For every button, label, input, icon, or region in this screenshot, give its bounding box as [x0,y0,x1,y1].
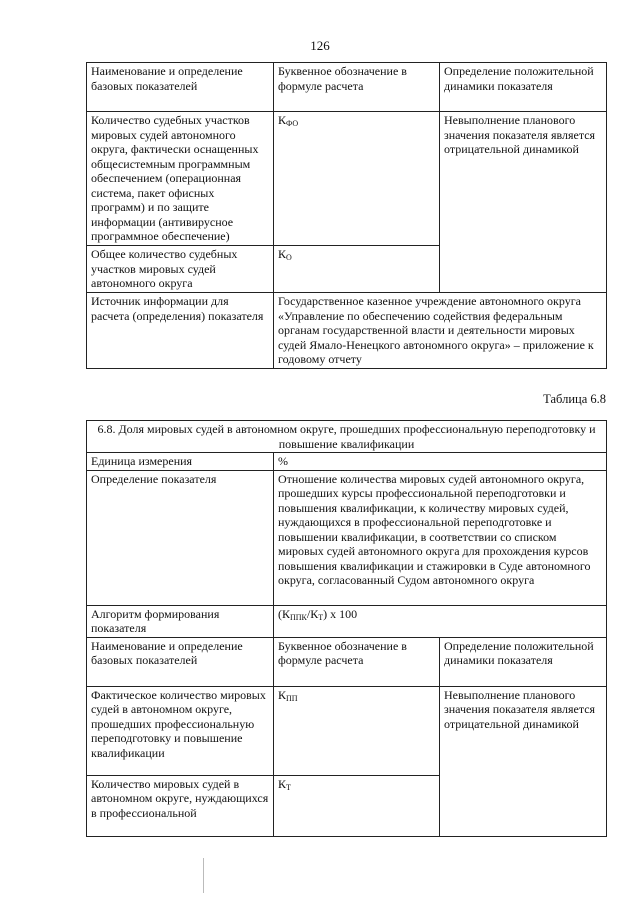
row-symbol-cell [274,775,440,836]
unit-value-cell: % [274,453,607,471]
header-cell-dynamics: Определение положительной динамики показателя [440,637,607,686]
row-symbol-cell [274,246,440,293]
row-name-cell: Общее количество судебных участков мировых судей автономного округа [87,246,274,293]
table-header-row [87,63,607,112]
header-cell-name: Наименование и определение базовых показателей [87,63,274,112]
header-cell-symbol: Буквенное обозначение в формуле расчета [274,637,440,686]
symbol-subscript: О [286,253,292,262]
header-cell-dynamics: Определение положительной динамики показателя [440,63,607,112]
table-header-row [87,637,607,686]
row-name-cell: Количество судебных участков мировых судей автономного округа, фактически оснащенных общесистемным программным обеспечением (операционная система, пакет офисных программ) и по защите информации (антивирусное программное обеспечение) [87,112,274,246]
header-cell-name: Наименование и определение базовых показателей [87,637,274,686]
indicator-table-6-8 [86,420,607,837]
table-row [87,112,607,246]
symbol-base: К [278,776,287,791]
row-name-cell: Количество мировых судей в автономном округе, нуждающихся в профессиональной [87,775,274,836]
source-label-cell: Источник информации для расчета (определения) показателя [87,293,274,369]
table-title: 6.8. Доля мировых судей в автономном округе, прошедших профессиональную переподготовку и повышение квалификации [87,421,607,453]
definition-label-cell: Определение показателя [87,470,274,605]
symbol-subscript: ФО [286,119,299,128]
indicator-table-continued [86,62,607,369]
table-caption: Таблица 6.8 [543,392,606,406]
source-value-cell: Государственное казенное учреждение автономного округа «Управление по обеспечению содействия федеральным органам государственной власти и деятельности мировых судей Ямало-Ненецкого автономного округа» – приложение к годовому отчету [274,293,607,369]
definition-value-cell: Отношение количества мировых судей автономного округа, прошедших курсы профессиональной переподготовки и повышения квалификации, к количеству мировых судей, нуждающихся в профессиональной переподготовке и повышении квалификации, в соответствии со списком мировых судей автономного округа для прохождения курсов повышения квалификации и стажировки в Суде автономного округа, согласованный Судом автономного округа [274,470,607,605]
definition-row [87,470,607,605]
algorithm-label-cell: Алгоритм формирования показателя [87,605,274,637]
symbol-base: К [278,113,287,127]
symbol-subscript: ПП [286,693,298,703]
header-cell-symbol: Буквенное обозначение в формуле расчета [274,63,440,112]
unit-row [87,453,607,471]
row-name-cell: Фактическое количество мировых судей в автономном округе, прошедших профессиональную переподготовку и повышение квалификации [87,686,274,775]
unit-label-cell: Единица измерения [87,453,274,471]
row-symbol-cell [274,112,440,246]
scan-margin-mark [203,858,204,893]
algorithm-formula: $(К_{ППК}/К_Т)$ х 100 [274,605,607,637]
symbol-base: К [278,247,287,261]
symbol-base: К [278,687,287,702]
row-symbol-cell [274,686,440,775]
source-row [87,293,607,369]
row-dynamics-cell: Невыполнение планового значения показателя является отрицательной динамикой [440,112,607,293]
table-row [87,686,607,775]
symbol-subscript: Т [286,782,291,792]
algorithm-row [87,605,607,637]
page-number: 126 [310,38,330,53]
row-dynamics-cell: Невыполнение планового значения показателя является отрицательной динамикой [440,686,607,836]
table-title-row [87,421,607,453]
